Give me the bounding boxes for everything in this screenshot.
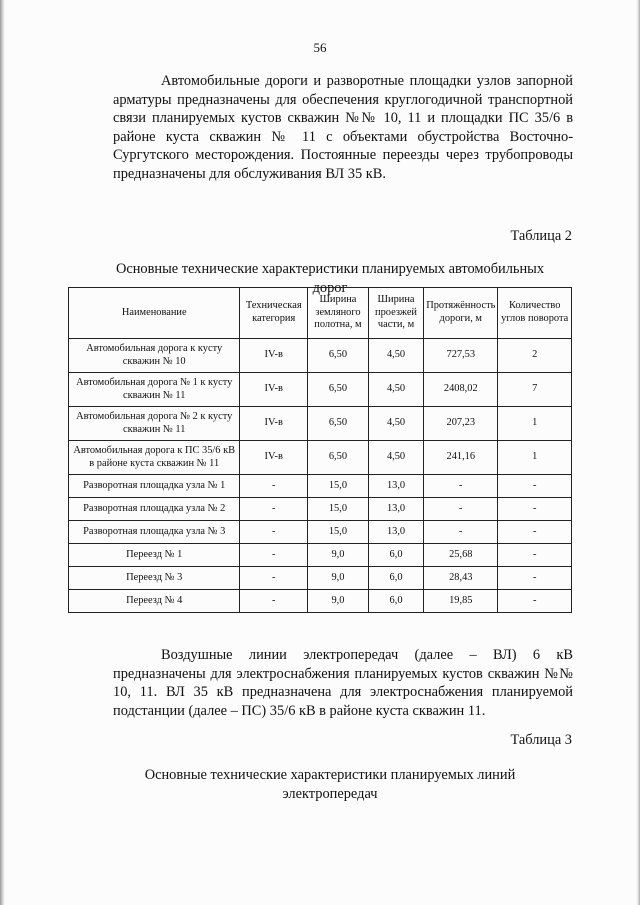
header-carriageway-width: Ширина проезжей части, м xyxy=(368,288,423,339)
cell-subgrade-width: 15,0 xyxy=(308,521,369,544)
table-row xyxy=(69,567,572,590)
cell-carriageway-width: 6,0 xyxy=(368,544,423,567)
table3-title-line2: электропередач xyxy=(282,785,378,802)
cell-turns: - xyxy=(498,521,572,544)
table-row xyxy=(69,373,572,407)
cell-name: Разворотная площадка узла № 1 xyxy=(69,475,240,498)
cell-carriageway-width: 4,50 xyxy=(368,373,423,407)
cell-category: - xyxy=(240,567,308,590)
cell-category: - xyxy=(240,498,308,521)
cell-length: - xyxy=(424,521,498,544)
table-row xyxy=(69,475,572,498)
cell-subgrade-width: 9,0 xyxy=(308,567,369,590)
cell-category: IV-в xyxy=(240,407,308,441)
cell-turns: - xyxy=(498,475,572,498)
header-subgrade-width: Ширина земляного полотна, м xyxy=(308,288,369,339)
cell-name: Разворотная площадка узла № 2 xyxy=(69,498,240,521)
cell-turns: - xyxy=(498,567,572,590)
table2-caption: Таблица 2 xyxy=(510,228,572,244)
road-characteristics-table xyxy=(68,287,572,613)
table-row xyxy=(69,441,572,475)
cell-carriageway-width: 4,50 xyxy=(368,441,423,475)
header-name: Наименование xyxy=(69,288,240,339)
page-number: 56 xyxy=(313,40,327,55)
cell-length: 727,53 xyxy=(424,339,498,373)
header-turns: Количество углов поворота xyxy=(498,288,572,339)
cell-category: IV-в xyxy=(240,339,308,373)
cell-length: 25,68 xyxy=(424,544,498,567)
cell-category: IV-в xyxy=(240,373,308,407)
cell-turns: 1 xyxy=(498,441,572,475)
scan-edge-right xyxy=(636,0,640,905)
cell-length: 2408,02 xyxy=(424,373,498,407)
cell-turns: - xyxy=(498,544,572,567)
cell-length: - xyxy=(424,475,498,498)
cell-carriageway-width: 4,50 xyxy=(368,407,423,441)
table-row xyxy=(69,590,572,613)
cell-subgrade-width: 9,0 xyxy=(308,590,369,613)
table2-title-line1: Основные технические характеристики планируемых автомобильных xyxy=(115,261,545,277)
cell-turns: 1 xyxy=(498,407,572,441)
cell-turns: - xyxy=(498,590,572,613)
power-lines-paragraph: Воздушные линии электропередач (далее – ВЛ) 6 кВ предназначены для электроснабжения планируемых кустов скважин №№ 10, 11. ВЛ 35 кВ предназначена для электроснабжения планируемой подстанции (далее – ПС) 35/6 кВ в районе куста скважин 11. xyxy=(113,647,573,719)
cell-name: Переезд № 4 xyxy=(69,590,240,613)
table3-title-line1: Основные технические характеристики планируемых линий xyxy=(144,767,516,783)
cell-length: - xyxy=(424,498,498,521)
cell-name: Переезд № 1 xyxy=(69,544,240,567)
cell-carriageway-width: 4,50 xyxy=(368,339,423,373)
cell-category: - xyxy=(240,544,308,567)
table-row xyxy=(69,339,572,373)
cell-subgrade-width: 15,0 xyxy=(308,498,369,521)
cell-category: - xyxy=(240,521,308,544)
cell-subgrade-width: 6,50 xyxy=(308,441,369,475)
cell-length: 207,23 xyxy=(424,407,498,441)
cell-carriageway-width: 13,0 xyxy=(368,521,423,544)
cell-carriageway-width: 13,0 xyxy=(368,475,423,498)
cell-name: Автомобильная дорога к ПС 35/6 кВ в районе куста скважин № 11 xyxy=(69,441,240,475)
cell-category: - xyxy=(240,590,308,613)
header-category: Техническая категория xyxy=(240,288,308,339)
cell-subgrade-width: 15,0 xyxy=(308,475,369,498)
table3-caption: Таблица 3 xyxy=(510,732,572,748)
cell-turns: 2 xyxy=(498,339,572,373)
cell-carriageway-width: 6,0 xyxy=(368,590,423,613)
table-row xyxy=(69,544,572,567)
scan-edge-left xyxy=(0,0,5,905)
table-header-row xyxy=(69,288,572,339)
cell-name: Разворотная площадка узла № 3 xyxy=(69,521,240,544)
cell-turns: 7 xyxy=(498,373,572,407)
cell-name: Переезд № 3 xyxy=(69,567,240,590)
cell-carriageway-width: 6,0 xyxy=(368,567,423,590)
intro-paragraph: Автомобильные дороги и разворотные площадки узлов запорной арматуры предназначены для обеспечения круглогодичной транспортной связи планируемых кустов скважин №№ 10, 11 и площадки ПС 35/6 в районе куста скважин № 11 с объектами обустройства Восточно-Сургутского месторождения. Постоянные переезды через трубопроводы предназначены для обслуживания ВЛ 35 кВ. xyxy=(113,73,573,182)
cell-length: 28,43 xyxy=(424,567,498,590)
cell-name: Автомобильная дорога № 1 к кусту скважин № 11 xyxy=(69,373,240,407)
table3-title xyxy=(100,766,560,803)
table-row xyxy=(69,521,572,544)
cell-category: - xyxy=(240,475,308,498)
cell-length: 241,16 xyxy=(424,441,498,475)
cell-carriageway-width: 13,0 xyxy=(368,498,423,521)
cell-name: Автомобильная дорога № 2 к кусту скважин № 11 xyxy=(69,407,240,441)
cell-subgrade-width: 6,50 xyxy=(308,373,369,407)
cell-subgrade-width: 9,0 xyxy=(308,544,369,567)
cell-category: IV-в xyxy=(240,441,308,475)
cell-turns: - xyxy=(498,498,572,521)
table-row xyxy=(69,407,572,441)
cell-length: 19,85 xyxy=(424,590,498,613)
table-row xyxy=(69,498,572,521)
cell-subgrade-width: 6,50 xyxy=(308,339,369,373)
header-length: Протяжённость дороги, м xyxy=(424,288,498,339)
cell-name: Автомобильная дорога к кусту скважин № 10 xyxy=(69,339,240,373)
table2-title-line2: дорог xyxy=(312,279,348,296)
cell-subgrade-width: 6,50 xyxy=(308,407,369,441)
